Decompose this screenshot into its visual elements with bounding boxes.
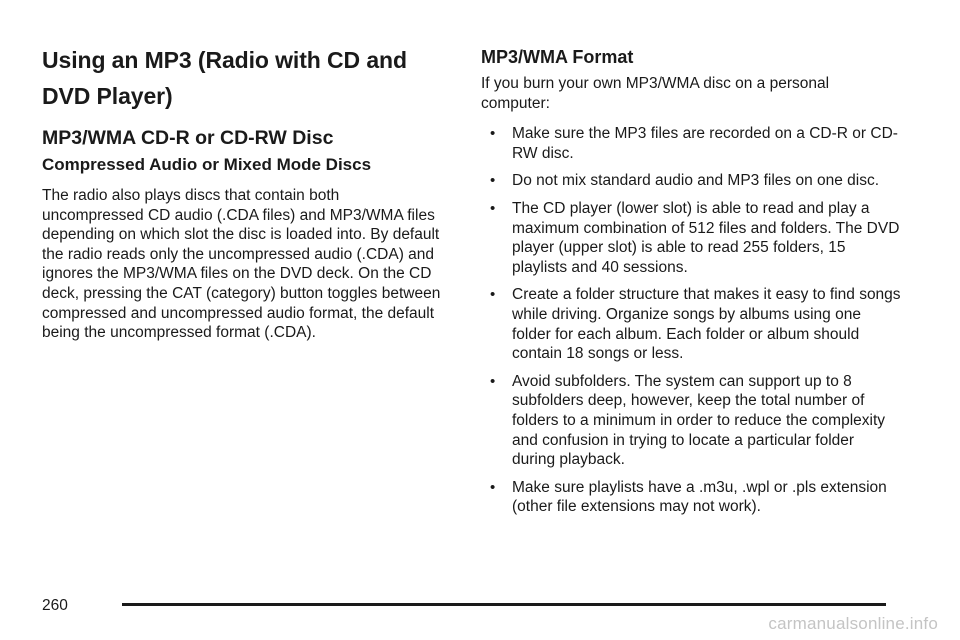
left-column <box>42 42 442 343</box>
list-item-text: Create a folder structure that makes it easy to find songs while driving. Organize songs by albums using one folder for each album. Each folder or album should contain 18 songs or less. <box>512 286 901 363</box>
bullet-icon: • <box>490 199 496 217</box>
right-column <box>481 46 901 525</box>
watermark: carmanualsonline.info <box>768 614 938 633</box>
page-number: 260 <box>42 597 68 614</box>
format-intro: If you burn your own MP3/WMA disc on a personal computer: <box>481 75 830 112</box>
format-bullet-list <box>481 124 901 517</box>
bullet-icon: • <box>490 478 496 496</box>
list-item-text: Make sure playlists have a .m3u, .wpl or .pls extension (other file extensions may not work). <box>512 478 887 516</box>
bullet-icon: • <box>490 172 496 190</box>
list-item <box>481 478 901 517</box>
body-paragraph: The radio also plays discs that contain both uncompressed CD audio (.CDA files) and MP3/WMA files depending on which slot the disc is loaded into. By default the radio reads only the uncompressed audio (.CDA) and ignores the MP3/WMA files on the DVD deck. On the CD deck, pressing the CAT (category) button toggles between compressed and uncompressed audio format, the default being the uncompressed format (.CDA). <box>42 187 441 342</box>
list-item <box>481 199 901 277</box>
list-item-text: The CD player (lower slot) is able to read and play a maximum combination of 512 files and folders. The DVD player (upper slot) is able to read 255 folders, 15 playlists and 40 sessions. <box>512 199 900 276</box>
list-item <box>481 124 901 163</box>
list-item-text: Avoid subfolders. The system can support up to 8 subfolders deep, however, keep the total number of folders to a minimum in order to reduce the complexity and confusion in trying to locate a particular folder during playback. <box>512 372 886 469</box>
page-title: Using an MP3 (Radio with CD and DVD Player) <box>42 47 407 109</box>
section-subheading: Compressed Audio or Mixed Mode Discs <box>42 155 372 174</box>
list-item <box>481 285 901 363</box>
list-item <box>481 171 901 191</box>
format-heading: MP3/WMA Format <box>481 47 634 67</box>
bullet-icon: • <box>490 125 496 143</box>
footer-divider <box>122 603 886 606</box>
list-item <box>481 372 901 470</box>
list-item-text: Make sure the MP3 files are recorded on a CD-R or CD-RW disc. <box>512 125 898 162</box>
bullet-icon: • <box>490 372 496 390</box>
list-item-text: Do not mix standard audio and MP3 files on one disc. <box>512 172 880 190</box>
bullet-icon: • <box>490 286 496 304</box>
section-heading: MP3/WMA CD-R or CD-RW Disc <box>42 127 334 149</box>
